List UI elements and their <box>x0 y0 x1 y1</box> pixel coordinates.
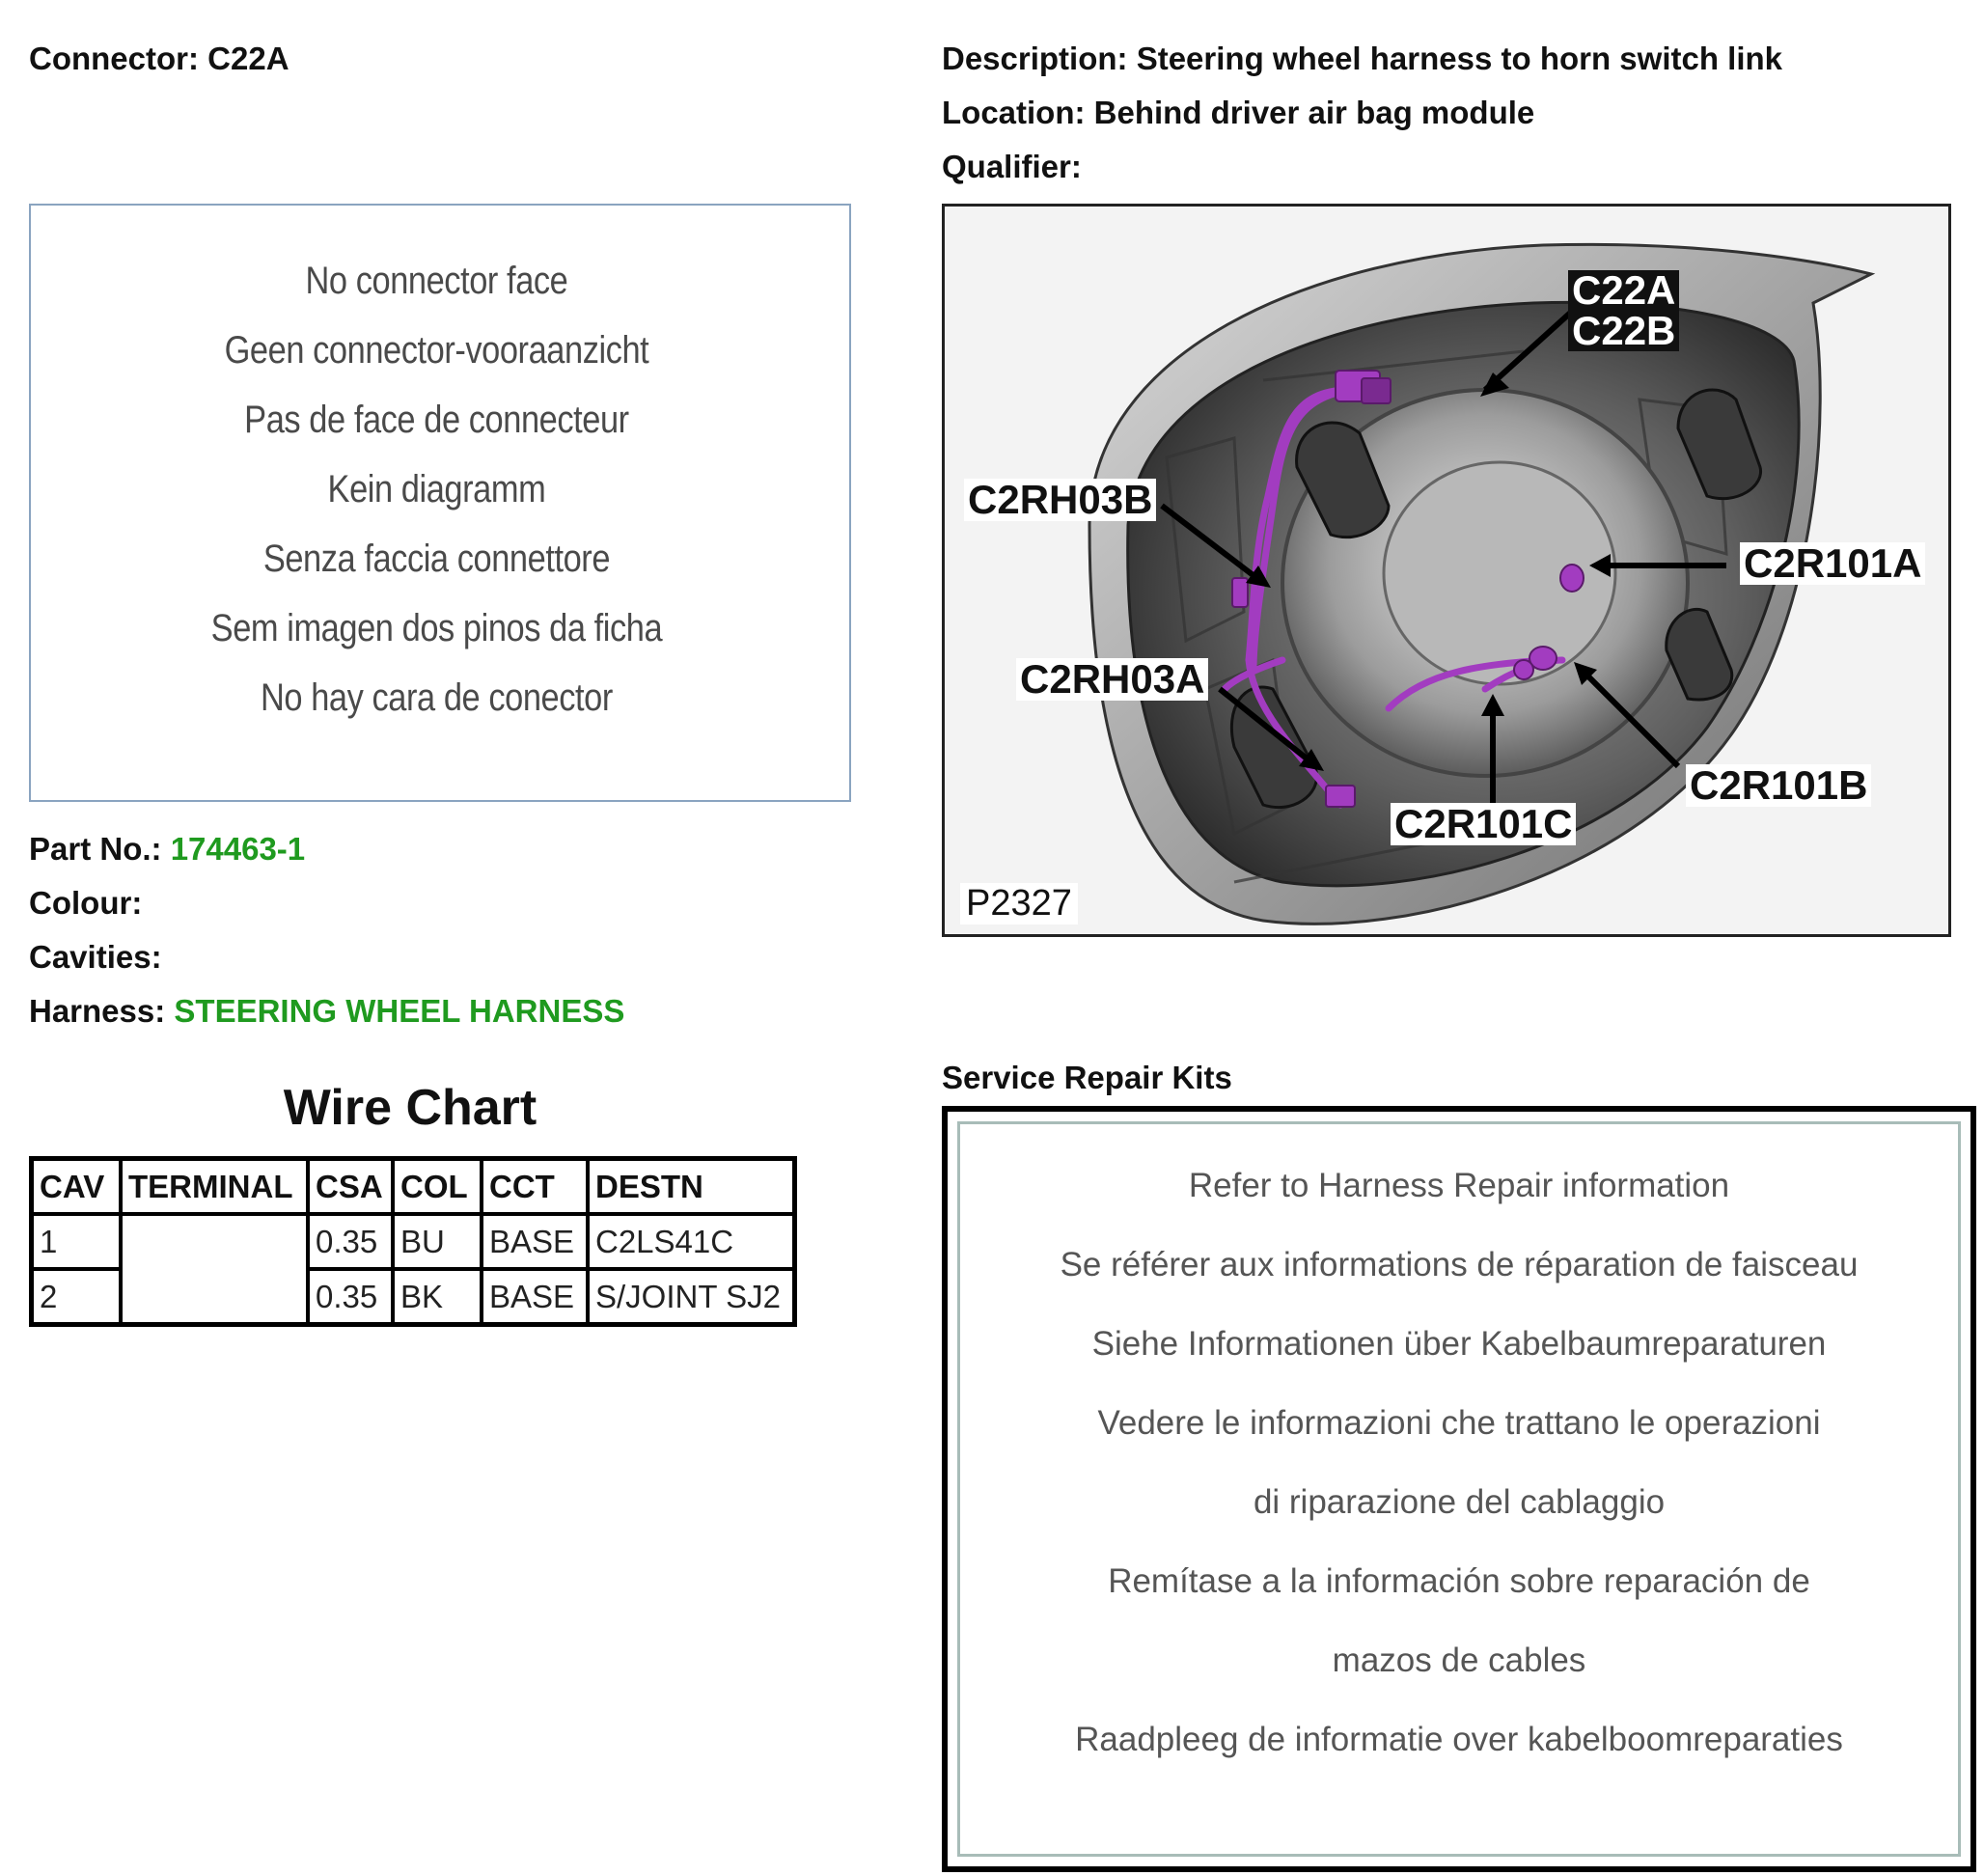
connector-field <box>29 41 289 77</box>
location-value: Behind driver air bag module <box>1093 95 1535 130</box>
location-image <box>942 204 1951 937</box>
callout-c2rh03a: C2RH03A <box>1016 658 1208 701</box>
callout-c22a: C22A <box>1572 267 1676 313</box>
no-face-line: No connector face <box>305 260 568 302</box>
col-header-cav: CAV <box>32 1159 122 1215</box>
qualifier-label: Qualifier: <box>942 149 1082 184</box>
col-header-destn: DESTN <box>588 1159 795 1215</box>
cell-csa: 0.35 <box>308 1214 393 1269</box>
colour-label: Colour: <box>29 885 143 921</box>
description-label: Description: <box>942 41 1128 76</box>
callout-c2r101b: C2R101B <box>1686 764 1871 807</box>
srk-line: Vedere le informazioni che trattano le operazioni <box>1097 1404 1821 1442</box>
figure-id: P2327 <box>960 883 1078 924</box>
service-repair-kits-label: Service Repair Kits <box>942 1060 1232 1095</box>
cavities-field <box>29 939 162 976</box>
cell-cav: 2 <box>32 1269 122 1325</box>
callout-c22a-c22b <box>1568 267 1679 353</box>
wire-chart-header-row <box>32 1159 795 1215</box>
cell-destn: S/JOINT SJ2 <box>588 1269 795 1325</box>
harness-value[interactable]: STEERING WHEEL HARNESS <box>174 993 625 1029</box>
col-header-col: COL <box>393 1159 482 1215</box>
callout-c22b: C22B <box>1572 308 1676 353</box>
part-no-value[interactable]: 174463-1 <box>170 831 306 867</box>
no-face-line: Pas de face de connecteur <box>244 399 629 441</box>
srk-line: mazos de cables <box>1332 1642 1586 1679</box>
wire-chart-table <box>29 1156 797 1327</box>
connector-value: C22A <box>207 41 289 76</box>
part-no-field <box>29 831 305 868</box>
srk-line: Refer to Harness Repair information <box>1188 1167 1730 1204</box>
srk-line: di riparazione del cablaggio <box>1253 1483 1666 1521</box>
no-face-line: Kein diagramm <box>327 468 546 510</box>
callout-c2rh03b: C2RH03B <box>964 479 1156 521</box>
cell-cav: 1 <box>32 1214 122 1269</box>
no-face-line: Sem imagen dos pinos da ficha <box>210 607 663 649</box>
cavities-label: Cavities: <box>29 939 162 975</box>
srk-line: Raadpleeg de informatie over kabelboomreparaties <box>1075 1721 1843 1758</box>
part-no-label: Part No.: <box>29 831 162 867</box>
cell-csa: 0.35 <box>308 1269 393 1325</box>
no-face-line: Senza faccia connettore <box>262 538 611 580</box>
cell-col: BK <box>393 1269 482 1325</box>
connector-label: Connector: <box>29 41 199 76</box>
cell-destn: C2LS41C <box>588 1214 795 1269</box>
srk-line: Siehe Informationen über Kabelbaumreparaturen <box>1091 1325 1827 1363</box>
location-label: Location: <box>942 95 1086 130</box>
no-connector-face-panel <box>29 204 851 802</box>
col-header-csa: CSA <box>308 1159 393 1215</box>
location-field <box>942 95 1534 131</box>
callout-c2r101c: C2R101C <box>1391 803 1576 845</box>
srk-line: Remítase a la información sobre reparación de <box>1108 1562 1810 1600</box>
description-value: Steering wheel harness to horn switch link <box>1136 41 1783 76</box>
no-face-line: No hay cara de conector <box>260 676 613 719</box>
cell-cct: BASE <box>482 1214 588 1269</box>
srk-line: Se référer aux informations de réparation de faisceau <box>1060 1246 1859 1283</box>
service-repair-kits-panel <box>942 1106 1976 1872</box>
colour-field <box>29 885 142 922</box>
cell-terminal <box>121 1214 308 1325</box>
col-header-terminal: TERMINAL <box>121 1159 308 1215</box>
cell-cct: BASE <box>482 1269 588 1325</box>
qualifier-field <box>942 149 1082 185</box>
harness-label: Harness: <box>29 993 166 1029</box>
no-face-line: Geen connector-vooraanzicht <box>224 329 649 372</box>
service-repair-kits-inner <box>957 1121 1961 1857</box>
table-row <box>32 1214 795 1269</box>
wire-chart-title: Wire Chart <box>283 1080 537 1136</box>
description-field <box>942 41 1782 77</box>
col-header-cct: CCT <box>482 1159 588 1215</box>
cell-col: BU <box>393 1214 482 1269</box>
callout-c2r101a: C2R101A <box>1740 542 1925 585</box>
harness-field <box>29 993 624 1030</box>
